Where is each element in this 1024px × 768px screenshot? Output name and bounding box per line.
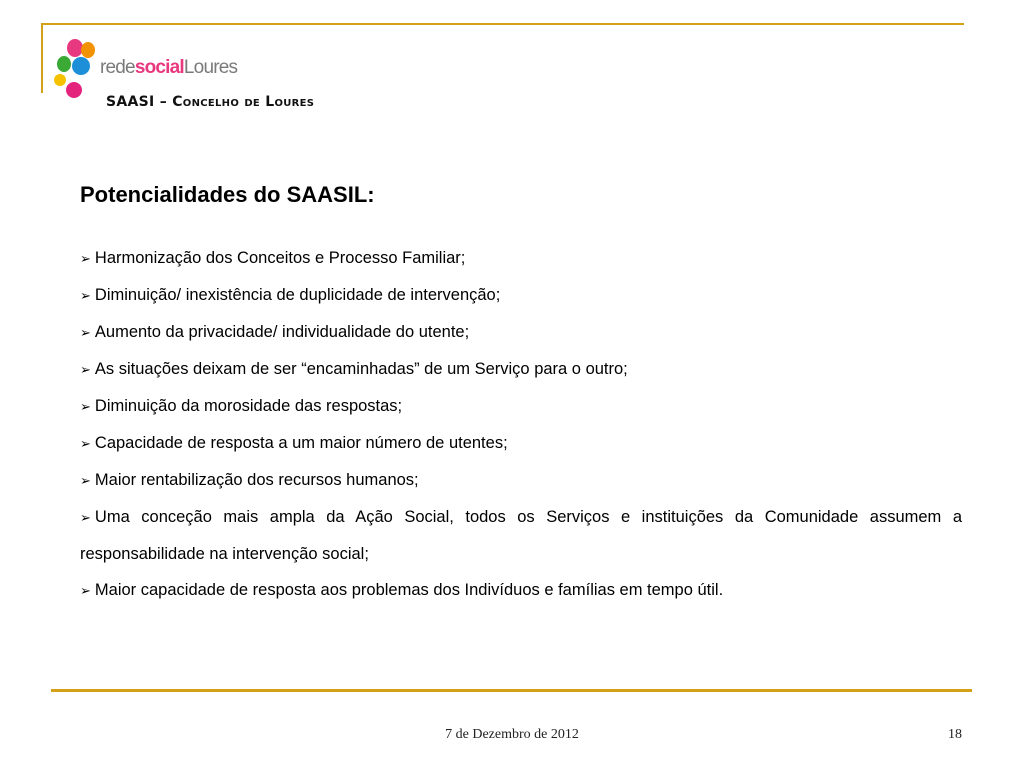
list-item — [80, 572, 962, 609]
list-item — [80, 388, 962, 425]
bullet-list — [80, 240, 962, 609]
page-number: 18 — [948, 727, 962, 742]
list-item-text: Maior rentabilização dos recursos humanos; — [94, 471, 419, 489]
logo — [52, 38, 252, 102]
list-item-text: As situações deixam de ser “encaminhadas” de um Serviço para o outro; — [94, 360, 628, 378]
arrow-bullet-icon: ➢ — [80, 583, 91, 598]
arrow-bullet-icon: ➢ — [80, 473, 91, 488]
logo-text-loures: Loures — [183, 57, 238, 78]
list-item-text: Diminuição/ inexistência de duplicidade de intervenção; — [94, 286, 501, 304]
page-title: Potencialidades do SAASIL: — [80, 182, 375, 207]
list-item-text: Maior capacidade de resposta aos problemas dos Indivíduos e famílias em tempo útil. — [94, 581, 724, 599]
list-item — [80, 277, 962, 314]
frame-top-line — [41, 23, 964, 25]
arrow-bullet-icon: ➢ — [80, 362, 91, 377]
list-item-text: Diminuição da morosidade das respostas; — [94, 397, 403, 415]
frame-left-line — [41, 23, 43, 93]
list-item-text: Aumento da privacidade/ individualidade do utente; — [94, 323, 470, 341]
list-item-text: Capacidade de resposta a um maior número de utentes; — [94, 434, 508, 452]
list-item — [80, 314, 962, 351]
logo-text-social: social — [134, 57, 184, 78]
logo-text-rede: rede — [100, 57, 135, 78]
arrow-bullet-icon: ➢ — [80, 325, 91, 340]
list-item-text: Uma conceção mais ampla da Ação Social, todos os Serviços e instituições da Comunidade assumem a responsabilidade na intervenção social; — [80, 508, 962, 563]
arrow-bullet-icon: ➢ — [80, 288, 91, 303]
arrow-bullet-icon: ➢ — [80, 436, 91, 451]
arrow-bullet-icon: ➢ — [80, 510, 91, 525]
list-item — [80, 240, 962, 277]
header-subtitle: SAASI – Concelho de Loures — [106, 94, 315, 110]
arrow-bullet-icon: ➢ — [80, 399, 91, 414]
logo-dots-icon — [52, 38, 102, 100]
logo-text — [100, 57, 237, 79]
footer-divider — [51, 689, 972, 692]
arrow-bullet-icon: ➢ — [80, 251, 91, 266]
list-item — [80, 351, 962, 388]
footer-date: 7 de Dezembro de 2012 — [445, 727, 579, 742]
list-item — [80, 462, 962, 499]
list-item — [80, 499, 962, 572]
list-item-text: Harmonização dos Conceitos e Processo Familiar; — [94, 249, 466, 267]
list-item — [80, 425, 962, 462]
